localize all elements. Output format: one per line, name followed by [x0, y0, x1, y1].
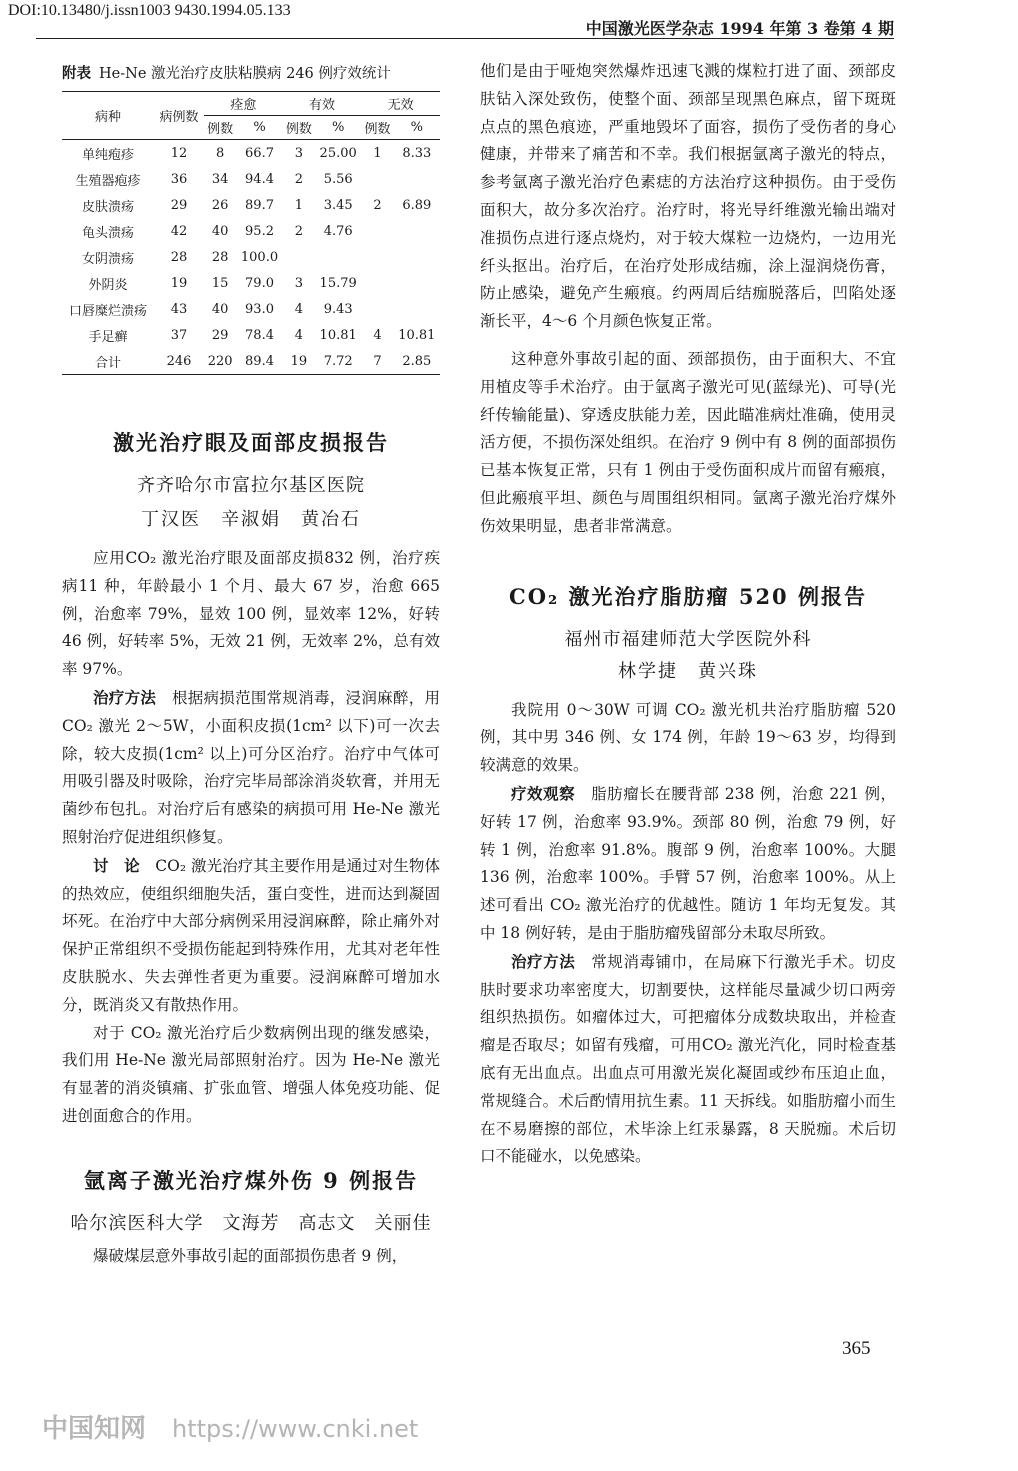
- article3-text: 常规消毒铺巾，在局麻下行激光手术。切皮肤时要求功率密度大，切割要快，这样能尽量减少切口两旁组织热损伤。如瘤体过大，可把瘤体分成数块取出，并检查瘤是否取尽；如留有残瘤，可用CO₂ 激光汽化，同时检查基底有无出血点。出血点可用激光炭化凝固或纱布压迫止血，常规缝合。术后酌情用抗生素。11 天拆线。如脂肪瘤小而生在不易磨擦的部位，术毕涂上红汞暴露，8 天脱痂。术后切口不能碰水，以免感染。: [480, 952, 896, 1166]
- cell-disease: 生殖器疱疹: [75, 173, 141, 189]
- cell-ineffective-pct: 6.89: [402, 197, 432, 213]
- cnki-watermark: [42, 1408, 418, 1445]
- cell-ineffective-pct: [394, 166, 440, 192]
- cell-ineffective-count: [361, 296, 393, 322]
- cell-ineffective-pct: 2.85: [394, 348, 440, 375]
- cell-ineffective-pct: [394, 218, 440, 244]
- cell-ineffective-count: 4: [373, 327, 382, 343]
- cell-disease: 手足癣: [88, 329, 128, 345]
- cell-ineffective-count: [361, 218, 393, 244]
- article1-text: CO₂ 激光治疗其主要作用是通过对生物体的热效应，使组织细胞失活，蛋白变性，进而达到凝固坏死。在治疗中大部分病例采用浸润麻醉，除止痛外对保护正常组织不受损伤能起到特殊作用，尤其对老年性皮肤脱水、失去弹性者更为重要。浸润麻醉可增加水分，既消炎又有散热作用。: [62, 856, 440, 1014]
- cell-cured-pct: 93.0: [245, 301, 274, 317]
- th-count: 例数: [364, 122, 391, 137]
- article3-title: CO₂ 激光治疗脂肪瘤 520 例报告: [509, 583, 867, 609]
- cell-effective-pct: 25.00: [319, 145, 357, 161]
- cell-cured-pct: 78.4: [245, 327, 274, 343]
- cell-cases: 37: [170, 327, 188, 343]
- cell-cured-count: 40: [211, 301, 229, 317]
- article2-paragraph-start: 爆破煤层意外事故引起的面部损伤患者 9 例，: [93, 1246, 408, 1265]
- cell-ineffective-count: 1: [373, 145, 382, 161]
- cell-cured-pct: 66.7: [245, 145, 274, 161]
- cell-disease: 单纯疱疹: [81, 147, 134, 163]
- article1-lead: 讨 论: [93, 855, 140, 875]
- article1-paragraph: [62, 684, 440, 852]
- cell-cases: 36: [170, 171, 188, 187]
- cell-effective-count: 4: [294, 301, 303, 317]
- right-column: [480, 58, 896, 1171]
- table-row: [62, 296, 440, 322]
- cell-effective-pct: 4.76: [323, 223, 353, 239]
- cell-cases: 29: [170, 197, 188, 213]
- cell-effective-pct: [315, 244, 361, 270]
- table-caption: [62, 62, 440, 83]
- cell-ineffective-count: [361, 166, 393, 192]
- cell-ineffective-pct: [394, 244, 440, 270]
- cnki-logo: 中国知网: [42, 1414, 147, 1444]
- left-column: [62, 62, 440, 1271]
- cell-effective-pct: 3.45: [323, 197, 353, 213]
- article1-authors: 丁汉医 辛淑娟 黄冶石: [141, 509, 361, 530]
- doi-text: DOI:10.13480/j.issn1003 9430.1994.05.133: [8, 2, 291, 19]
- cell-disease: 口唇糜烂溃疡: [68, 303, 147, 319]
- cell-cured-count: 26: [211, 197, 229, 213]
- cell-disease: 皮肤溃疡: [81, 199, 134, 215]
- article2-paragraph-cont: 他们是由于哑炮突然爆炸迅速飞溅的煤粒打进了面、颈部皮肤钻入深处致伤，使整个面、颈部呈现黑色麻点，留下斑斑点点的黑色痕迹，严重地毁坏了面容，损伤了受伤者的身心健康，并带来了痛苦和不幸。我们根据氩离子激光的特点，参考氩离子激光治疗色素痣的方法治疗这种损伤。由于受伤面积大，故分多次治疗。治疗时，将光导纤维激光输出端对准损伤点进行逐点烧灼，对于较大煤粒一边烧灼，一边用光纤头抠出。治疗后，在治疗处形成结痂，涂上湿润烧伤膏，防止感染，避免产生瘢痕。约两周后结痂脱落后，凹陷处逐渐长平，4～6 个月颜色恢复正常。: [480, 62, 896, 331]
- cell-ineffective-pct: 8.33: [402, 145, 432, 161]
- th-ineffective: 无效: [361, 92, 440, 116]
- cell-ineffective-count: [361, 270, 393, 296]
- th-pct: %: [253, 120, 266, 135]
- article2-byline: 哈尔滨医科大学 文海芳 高志文 关丽佳: [70, 1212, 432, 1234]
- header-rule: [36, 38, 894, 39]
- article1-title: 激光治疗眼及面部皮损报告: [113, 430, 389, 455]
- article1-lead: 治疗方法: [93, 687, 157, 707]
- article2-title: 氩离子激光治疗煤外伤 9 例报告: [83, 1167, 419, 1193]
- cell-ineffective-pct: 10.81: [398, 327, 436, 343]
- page-number: 365: [842, 1338, 871, 1359]
- article2-paragraph: 这种意外事故引起的面、颈部损伤，由于面积大、不宜用植皮等手术治疗。由于氩离子激光可见(蓝绿光)、可导(光纤传输能量)、穿透皮肤能力差，因此瞄准病灶准确，使用灵活方便，不损伤深处组织。在治疗 9 例中有 8 例的面部损伤已基本恢复正常，只有 1 例由于受伤面积成片而留有瘢痕，但此瘢痕平坦、颜色与周围组织相同。氩离子激光治疗煤外伤效果明显，患者非常满意。: [480, 349, 896, 535]
- table-row: [62, 322, 440, 348]
- cell-effective-pct: 5.56: [323, 171, 353, 187]
- th-pct: %: [331, 120, 345, 135]
- article3-text: 脂肪瘤长在腰背部 238 例，治愈 221 例，好转 17 例，治愈率 93.9%。颈部 80 例，治愈 79 例，好转 1 例，治愈率 91.8%。腹部 9 例，治愈率 100%。大腿 136 例，治愈率 100%。手臂 57 例，治愈率 100%。从上述可看出 CO₂ 激光治疗的优越性。随访 1 年均无复发。其中 18 例好转，是由于脂肪瘤残留部分未取尽所致。: [480, 784, 896, 942]
- cell-ineffective-count: [361, 244, 393, 270]
- table-row: [62, 244, 440, 270]
- cell-effective-pct: 15.79: [319, 275, 357, 291]
- article3-authors: 林学捷 黄兴珠: [618, 660, 758, 682]
- cell-cured-count: 220: [204, 348, 236, 375]
- cell-disease: 龟头溃疡: [81, 225, 134, 241]
- article3-affiliation: 福州市福建师范大学医院外科: [564, 628, 812, 650]
- cell-cured-pct: 94.4: [245, 171, 274, 187]
- cell-disease: 外阴炎: [88, 277, 128, 293]
- th-count: 例数: [285, 122, 312, 137]
- cell-ineffective-count: 7: [361, 348, 393, 375]
- cell-cases: 246: [154, 348, 204, 375]
- cell-effective-count: 19: [283, 348, 315, 375]
- efficacy-table: [62, 91, 440, 375]
- cell-cured-count: 34: [211, 171, 229, 187]
- cell-cured-count: 40: [211, 223, 229, 239]
- cell-effective-pct: 9.43: [323, 301, 353, 317]
- cell-cured-pct: 89.7: [245, 197, 274, 213]
- cell-ineffective-pct: [394, 270, 440, 296]
- table-row: [62, 270, 440, 296]
- th-disease: 病种: [62, 92, 154, 140]
- cell-cured-pct: 89.4: [236, 348, 282, 375]
- table-caption-text: He-Ne 激光治疗皮肤粘膜病 246 例疗效统计: [99, 66, 391, 82]
- cell-cured-pct: 79.0: [245, 275, 274, 291]
- cell-effective-pct: 10.81: [319, 327, 357, 343]
- article3-paragraph: [480, 948, 896, 1171]
- article3-lead: 治疗方法: [511, 951, 576, 971]
- cell-ineffective-pct: [394, 296, 440, 322]
- cell-cases: 19: [170, 275, 188, 291]
- cell-effective-count: 3: [294, 275, 303, 291]
- cell-cases: 42: [170, 223, 188, 239]
- th-cases: 病例数: [154, 92, 204, 140]
- th-pct: %: [410, 120, 424, 135]
- cell-effective-count: 3: [294, 145, 303, 161]
- cell-effective-count: 2: [294, 171, 303, 187]
- table-total-row: [62, 348, 440, 375]
- th-effective: 有效: [283, 92, 362, 116]
- cell-effective-count: 4: [294, 327, 303, 343]
- cell-effective-count: 1: [294, 197, 303, 213]
- article3-paragraph: 我院用 0～30W 可调 CO₂ 激光机共治疗脂肪瘤 520 例，其中男 346 例、女 174 例，年龄 19～63 岁，均得到较满意的效果。: [480, 700, 896, 775]
- cell-ineffective-count: 2: [373, 197, 382, 213]
- cell-cases: 28: [170, 249, 188, 265]
- cell-effective-count: 2: [294, 223, 303, 239]
- cell-cured-count: 28: [211, 249, 229, 265]
- article1-paragraph: 对于 CO₂ 激光治疗后少数病例出现的继发感染，我们用 He-Ne 激光局部照射治疗。因为 He-Ne 激光有显著的消炎镇痛、扩张血管、增强人体免疫功能、促进创面愈合的作用。: [62, 1023, 440, 1125]
- th-cured: 痊愈: [204, 92, 283, 116]
- article3-lead: 疗效观察: [511, 783, 576, 803]
- article1-paragraph: [62, 852, 440, 1020]
- table-row: [62, 218, 440, 244]
- journal-header: 中国激光医学杂志 1994 年第 3 卷第 4 期: [585, 19, 894, 38]
- cnki-url[interactable]: https://www.cnki.net: [172, 1415, 419, 1443]
- cell-total-label: 合计: [62, 348, 154, 375]
- article3-paragraph: [480, 780, 896, 948]
- cell-cured-pct: 100.0: [240, 249, 279, 265]
- cell-cases: 12: [170, 145, 188, 161]
- cell-cured-count: 15: [211, 275, 229, 291]
- th-count: 例数: [207, 122, 234, 137]
- cell-disease: 女阴溃疡: [81, 251, 134, 267]
- article1-paragraph: 应用CO₂ 激光治疗眼及面部皮损832 例，治疗疾病11 种，年龄最小 1 个月、最大 67 岁，治愈 665 例，治愈率 79%，显效 100 例，显效率 12%，好转 46 例，好转率 5%，无效 21 例，无效率 2%，总有效率 97%。: [62, 549, 440, 679]
- cell-cured-count: 29: [211, 327, 229, 343]
- article1-text: 根据病损范围常规消毒，浸润麻醉，用CO₂ 激光 2～5W，小面积皮损(1cm² 以下)可一次去除，较大皮损(1cm² 以上)可分区治疗。治疗中气体可用吸引器及时吸除，治疗完毕局部涂消炎软膏，并用无菌纱布包扎。对治疗后有感染的病损可用 He-Ne 激光照射治疗促进组织修复。: [62, 688, 440, 846]
- cell-effective-pct: 7.72: [315, 348, 361, 375]
- article1-affiliation: 齐齐哈尔市富拉尔基区医院: [137, 475, 365, 496]
- cell-cured-count: 8: [216, 145, 225, 161]
- table-row: [62, 192, 440, 218]
- cell-cured-pct: 95.2: [245, 223, 274, 239]
- cell-effective-count: [283, 244, 315, 270]
- table-caption-label: 附表: [62, 65, 91, 82]
- table-row: [62, 166, 440, 192]
- cell-cases: 43: [170, 301, 188, 317]
- table-row: [62, 140, 440, 167]
